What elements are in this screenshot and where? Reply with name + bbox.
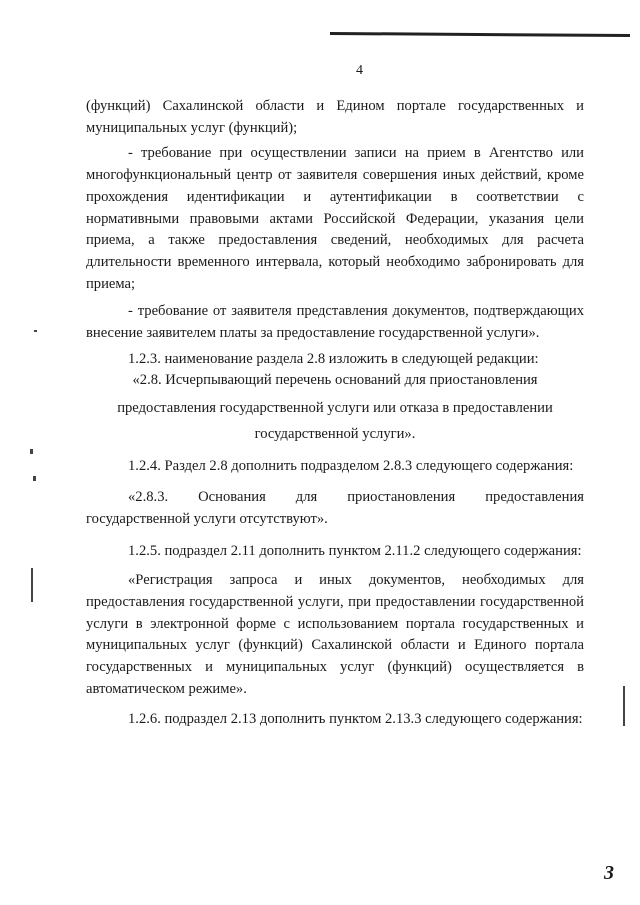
paragraph: «Регистрация запроса и иных документов, необходимых для предоставления государственной услуги, при предоставлении государственной услуги в электронной форме с использованием портала государственных и муниципальных услуг (функций) Сахалинской области и Единого портала государственных и муниципальных услуг (функций) осуществляется в автоматическом режиме». <box>86 572 584 697</box>
paragraph: - требование при осуществлении записи на прием в Агентство или многофункциональный центр от заявителя совершения иных действий, кроме прохождения идентификации и аутентификации в соответствии с нормативными правовыми актами Российской Федерации, указания цели приема, а также предоставления сведений, необходимых для расчета длительности временного интервала, который необходимо забронировать для приема; <box>86 145 584 292</box>
document-body <box>86 96 584 730</box>
paragraph: 1.2.5. подраздел 2.11 дополнить пунктом 2.11.2 следующего содержания: <box>128 542 582 559</box>
paragraph: 1.2.4. Раздел 2.8 дополнить подразделом 2.8.3 следующего содержания: <box>128 457 574 474</box>
paragraph: 1.2.6. подраздел 2.13 дополнить пунктом 2.13.3 следующего содержания: <box>128 710 583 727</box>
scan-mark <box>623 686 625 726</box>
header-rule <box>330 32 630 37</box>
scan-mark <box>33 476 36 481</box>
scan-mark <box>31 568 33 602</box>
scan-mark <box>30 449 33 454</box>
paragraph: муниципальных услуг (функций); <box>86 119 298 136</box>
section-title-line: государственной услуги». <box>254 425 416 442</box>
corner-page-number: 3 <box>604 862 614 884</box>
section-title-line: предоставления государственной услуги или отказа в предоставлении <box>117 400 553 417</box>
paragraph: «2.8.3. Основания для приостановления предоставления государственной услуги отсутствуют». <box>86 489 584 527</box>
paragraph: 1.2.3. наименование раздела 2.8 изложить в следующей редакции: <box>128 350 539 367</box>
section-title-line: «2.8. Исчерпывающий перечень оснований для приостановления <box>132 372 538 389</box>
paragraph: (функций) Сахалинской области и Едином портале государственных и <box>86 98 584 114</box>
paragraph: - требование от заявителя представления документов, подтверждающих внесение заявителем платы за предоставление государственной услуги». <box>86 303 584 342</box>
page-number: 4 <box>356 63 363 78</box>
scan-mark <box>34 330 37 332</box>
